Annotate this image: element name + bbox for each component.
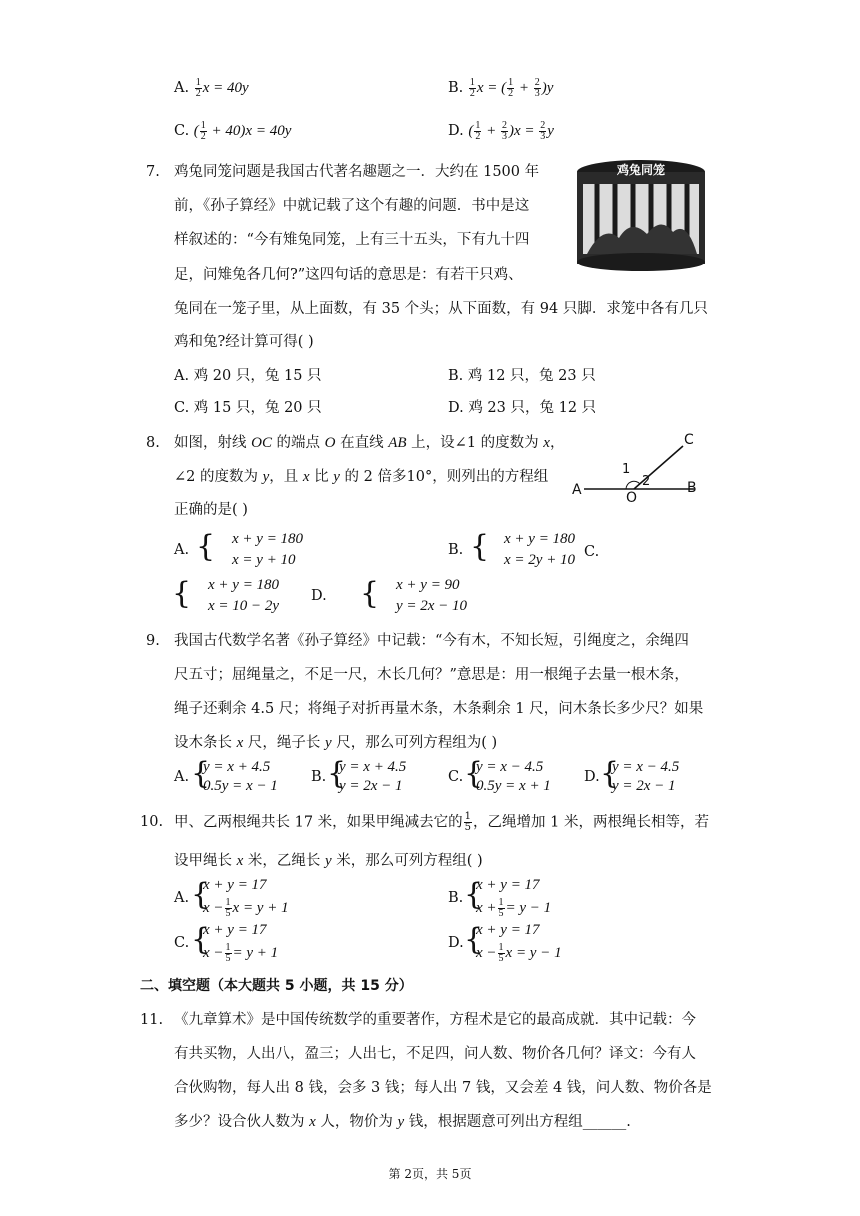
fig-label-a: A <box>572 482 582 498</box>
q7-line-1: 鸡兔同笼问题是我国古代著名趣题之一．大约在 1500 年 <box>174 164 540 180</box>
q8-number: 8. <box>146 435 160 451</box>
q7-line-2: 前，《孙子算经》中就记载了这个有趣的问题．书中是这 <box>174 198 530 214</box>
q8-line-3: 正确的是( ) <box>174 502 248 518</box>
q10-line-2: 设甲绳长 x 米，乙绳长 y 米，那么可列方程组( ) <box>174 853 483 869</box>
q10-option-a-label: A. <box>174 890 190 906</box>
q8-option-a-brace: { <box>196 529 216 564</box>
q7-option-b: B. 鸡 12 只，兔 23 只 <box>448 368 596 384</box>
fig-label-o: O <box>626 490 638 506</box>
q9-option-a-eq1: y = x + 4.5 <box>203 759 271 775</box>
q10-option-a-eq1: x + y = 17 <box>203 877 267 893</box>
q8-option-b-eq2: x = 2y + 10 <box>504 552 576 568</box>
q10-option-b-eq1: x + y = 17 <box>476 877 540 893</box>
q8-option-b-brace: { <box>470 529 490 564</box>
q8-option-d-label: D. <box>311 588 327 604</box>
q9-option-d-brace: { <box>600 756 620 791</box>
q8-option-c-eq2: x = 10 − 2y <box>208 598 280 614</box>
q10-option-d-label: D. <box>448 935 464 951</box>
q8-option-d-eq2: y = 2x − 10 <box>396 598 468 614</box>
q7-option-a: A. 鸡 20 只，兔 15 只 <box>174 368 322 384</box>
cage-caption: 鸡兔同笼 <box>616 163 665 177</box>
fig-label-2: 2 <box>642 474 651 489</box>
fig-label-1: 1 <box>622 462 631 477</box>
q9-option-c-brace: { <box>464 756 484 791</box>
q9-line-3: 绳子还剩余 4.5 尺；将绳子对折再量木条，木条剩余 1 尺，问木条长多少尺？如果 <box>174 701 704 717</box>
q11-line-2: 有共买物，人出八，盈三；人出七，不足四，问人数、物价各几何？译文：今有人 <box>174 1046 696 1062</box>
q8-line-2: ∠2 的度数为 y，且 x 比 y 的 2 倍多10°，则列出的方程组 <box>174 469 549 485</box>
q10-option-b-brace: { <box>464 877 484 912</box>
q10-line-1: 甲、乙两根绳共长 17 米，如果甲绳减去它的 $\frac{1}{5}$ ，乙绳增加 1 米，两根绳长相等，若 <box>174 811 709 833</box>
q7-line-5: 兔同在一笼子里，从上面数，有 35 个头；从下面数，有 94 只脚．求笼中各有几只 <box>174 301 708 317</box>
fig-label-b: B <box>687 480 697 496</box>
q10-option-b-label: B. <box>448 890 464 906</box>
chicken-rabbit-cage-image <box>573 158 709 272</box>
q9-option-d-eq1: y = x − 4.5 <box>612 759 680 775</box>
q6-option-a: A. $\frac{1}{2}$ x = 40y <box>174 77 249 100</box>
q8-option-a-label: A. <box>174 542 190 558</box>
q8-option-a-eq2: x = y + 10 <box>232 552 296 568</box>
q9-line-2: 尺五寸；屈绳量之，不足一尺，木长几何？”意思是：用一根绳子去量一根木条， <box>174 667 689 683</box>
q10-option-c-brace: { <box>191 922 211 957</box>
fig-label-c: C <box>684 432 694 448</box>
q9-number: 9. <box>146 633 160 649</box>
q8-option-b-eq1: x + y = 180 <box>504 531 576 547</box>
q9-option-d-eq2: y = 2x − 1 <box>612 778 676 794</box>
q8-option-c-eq1: x + y = 180 <box>208 577 280 593</box>
q8-option-d-brace: { <box>360 576 380 611</box>
q9-option-b-label: B. <box>311 769 327 785</box>
q9-option-b-eq2: y = 2x − 1 <box>339 778 403 794</box>
q7-number: 7. <box>146 164 160 180</box>
q6-option-d: D. ( $\frac{1}{2}$ + $\frac{2}{3}$ )x = $\frac{2}{3}$ y <box>448 120 554 143</box>
q10-option-d-eq1: x + y = 17 <box>476 922 540 938</box>
section-2-heading: 二、填空题（本大题共 5 小题，共 15 分） <box>140 978 413 994</box>
q9-option-a-eq2: 0.5y = x − 1 <box>203 778 278 794</box>
q10-number: 10. <box>140 814 164 830</box>
q9-option-c-eq2: 0.5y = x + 1 <box>476 778 551 794</box>
q9-line-4: 设木条长 x 尺，绳子长 y 尺，那么可列方程组为( ) <box>174 735 498 751</box>
angle-figure <box>566 430 711 510</box>
q8-option-a-eq1: x + y = 180 <box>232 531 304 547</box>
q11-line-1: 《九章算术》是中国传统数学的重要著作，方程术是它的最高成就．其中记载：今 <box>174 1012 696 1028</box>
q7-line-3: 样叙述的：“今有雉兔同笼，上有三十五头，下有九十四 <box>174 232 530 248</box>
page-footer: 第 2页，共 5页 <box>388 1167 472 1181</box>
q9-line-1: 我国古代数学名著《孙子算经》中记载：“今有木，不知长短，引绳度之，余绳四 <box>174 633 689 649</box>
q8-option-b-label: B. <box>448 542 464 558</box>
q9-option-c-label: C. <box>448 769 464 785</box>
q11-number: 11. <box>140 1012 164 1028</box>
q6-option-b: B. $\frac{1}{2}$ x = ( $\frac{1}{2}$ + $\frac{2}{3}$ )y <box>448 77 554 100</box>
q7-line-6: 鸡和兔?经计算可得( ) <box>174 334 314 350</box>
q10-option-d-brace: { <box>464 922 484 957</box>
q8-option-c-label: C. <box>584 544 600 560</box>
q7-option-d: D. 鸡 23 只，兔 12 只 <box>448 400 597 416</box>
q9-option-d-label: D. <box>584 769 600 785</box>
q9-option-b-eq1: y = x + 4.5 <box>339 759 407 775</box>
q7-option-c: C. 鸡 15 只，兔 20 只 <box>174 400 322 416</box>
q10-option-c-eq2: x − $\frac{1}{5}$ = y + 1 <box>203 942 279 965</box>
q10-option-a-brace: { <box>191 877 211 912</box>
q8-option-c-brace: { <box>172 576 192 611</box>
q8-line-1: 如图，射线 OC 的端点 O 在直线 AB 上，设∠1 的度数为 x， <box>174 435 565 451</box>
q10-option-c-label: C. <box>174 935 190 951</box>
q11-line-3: 合伙购物，每人出 8 钱，会多 3 钱；每人出 7 钱，又会差 4 钱，问人数、物价各是 <box>174 1080 712 1096</box>
q10-option-b-eq2: x + $\frac{1}{5}$ = y − 1 <box>476 897 552 920</box>
q11-line-4: 多少？设合伙人数为 x 人，物价为 y 钱，根据题意可列出方程组______. <box>174 1114 631 1130</box>
q10-option-a-eq2: x − $\frac{1}{5}$ x = y + 1 <box>203 897 289 920</box>
q6-option-c: C. ( $\frac{1}{2}$ + 40)x = 40y <box>174 120 292 143</box>
q10-option-c-eq1: x + y = 17 <box>203 922 267 938</box>
q7-line-4: 足，问雉兔各几何?”这四句话的意思是：有若干只鸡、 <box>174 267 523 283</box>
q9-option-b-brace: { <box>327 756 347 791</box>
q8-option-d-eq1: x + y = 90 <box>396 577 460 593</box>
q9-option-c-eq1: y = x − 4.5 <box>476 759 544 775</box>
q9-option-a-label: A. <box>174 769 190 785</box>
q10-option-d-eq2: x − $\frac{1}{5}$ x = y − 1 <box>476 942 562 965</box>
q9-option-a-brace: { <box>191 756 211 791</box>
